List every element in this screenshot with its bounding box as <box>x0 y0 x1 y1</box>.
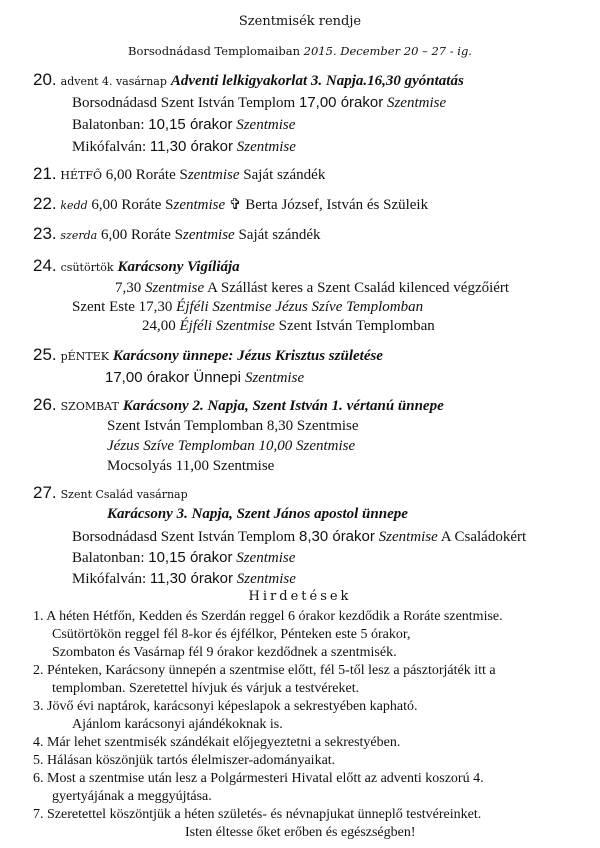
time: 7,30 <box>115 280 142 296</box>
announcement-line: Isten éltesse őket erőben és egészségben! <box>185 825 416 840</box>
location: Balatonban: <box>72 550 145 566</box>
time: Szent Este 17,30 <box>72 299 173 315</box>
mass: Éjféli Szentmise <box>179 318 275 334</box>
day-22 <box>33 194 428 214</box>
day-27-line-1 <box>72 528 526 546</box>
cross-icon: ✞ <box>228 197 242 213</box>
day-number: 25. <box>33 345 57 364</box>
announcement-line: 5. Hálásan köszönjük tartós élelmiszer-adományaikat. <box>33 753 336 768</box>
day-24-line-3 <box>142 318 435 335</box>
time: 10,15 órakor <box>148 549 233 566</box>
announcement-line: templomban. Szeretettel hívjuk és várjuk a testvéreket. <box>52 681 360 696</box>
day-26-header <box>33 395 444 415</box>
time: 6,00 Roráte S <box>91 197 174 213</box>
day-label: Szent Család vasárnap <box>60 488 188 501</box>
time: 24,00 <box>142 318 176 334</box>
day-number: 27. <box>33 483 57 502</box>
day-label: kedd <box>60 199 88 212</box>
day-20-line-3 <box>72 138 296 156</box>
day-label: pÉNTEK <box>60 350 109 363</box>
subtitle-date: 2015. December 20 – 27 - ig. <box>303 44 472 58</box>
announcement-line: Ajánlom karácsonyi ajándékoknak is. <box>72 717 283 732</box>
intention: Berta József, István és Szüleik <box>245 197 429 213</box>
mass: Szentmise <box>236 139 296 155</box>
day-number: 20. <box>33 70 57 89</box>
day-26-line-1: Szent István Templomban 8,30 Szentmise <box>107 418 359 434</box>
mass: Szentmise <box>236 571 296 587</box>
day-27-heading: Karácsony 3. Napja, Szent János apostol ünnepe <box>107 506 408 522</box>
time: 8,30 órakor <box>298 528 375 545</box>
day-23 <box>33 224 321 244</box>
page-subtitle <box>0 44 600 58</box>
day-heading: Karácsony ünnepe: Jézus Krisztus születése <box>112 348 383 364</box>
location: Mikófalván: <box>72 139 147 155</box>
time: 10,15 órakor <box>148 116 233 133</box>
day-24-header <box>33 256 240 276</box>
day-number: 24. <box>33 256 57 275</box>
intention: A Szállást keres a Szent Család kilenced végzőiért <box>207 280 510 296</box>
mass: zentmise <box>183 227 235 243</box>
intention: Saját szándék <box>238 227 321 243</box>
location: Borsodnádasd Szent István Templom <box>72 95 296 111</box>
mass: Szentmise <box>244 370 305 386</box>
mass: Szentmise <box>236 117 296 133</box>
day-24-line-1 <box>115 280 509 297</box>
day-label: szerda <box>60 229 98 242</box>
time: 17,00 órakor Ünnepi <box>105 369 241 386</box>
announcement-line: Csütörtökön reggel fél 8-kor és éjfélkor, Pénteken este 5 órakor, <box>52 627 411 642</box>
mass: zentmise <box>173 197 226 213</box>
mass: Szentmise <box>236 550 296 566</box>
page-title: Szentmisék rendje <box>238 14 362 29</box>
location: Balatonban: <box>72 117 145 133</box>
time: 11,30 órakor <box>149 570 234 587</box>
announcement-line: Szombaton és Vasárnap fél 9 órakor kezdődnek a szentmisék. <box>52 645 397 660</box>
time: 17,00 órakor <box>298 94 384 111</box>
day-label: SZOMBAT <box>60 400 119 413</box>
day-heading: Karácsony Vigíliája <box>117 259 240 275</box>
day-heading: Adventi lelkigyakorlat 3. Napja.16,30 gyóntatás <box>170 73 464 89</box>
day-label: HÉTFŐ <box>60 169 103 182</box>
day-number: 22. <box>33 194 57 213</box>
mass: Szentmise <box>145 280 205 296</box>
day-21 <box>33 164 325 184</box>
day-27-header <box>33 483 188 503</box>
day-27-line-2 <box>72 549 295 567</box>
day-20-header <box>33 70 464 90</box>
intention: A Családokért <box>440 529 527 545</box>
day-25-line-1 <box>105 369 304 387</box>
day-26-line-3: Mocsolyás 11,00 Szentmise <box>107 458 275 474</box>
day-20-line-1 <box>72 94 446 112</box>
announcement-line: 7. Szeretettel köszöntjük a héten születés- és névnapjukat ünneplő testvéreinket. <box>33 807 482 822</box>
mass: Éjféli Szentmise Jézus Szíve Templomban <box>176 299 424 315</box>
day-heading: Karácsony 2. Napja, Szent István 1. vértanú ünnepe <box>122 398 444 414</box>
intention: Saját szándék <box>243 167 326 183</box>
subtitle-location: Borsodnádasd Templomaiban <box>128 44 301 58</box>
day-26-line-2: Jézus Szíve Templomban 10,00 Szentmise <box>107 438 356 454</box>
day-number: 23. <box>33 224 57 243</box>
announcement-line: 3. Jövő évi naptárok, karácsonyi képeslapok a sekrestyében kapható. <box>33 699 418 714</box>
announcement-line: gyertyájának a meggyújtása. <box>52 789 212 804</box>
day-number: 21. <box>33 164 57 183</box>
announcement-line: 1. A héten Hétfőn, Kedden és Szerdán reggel 6 órakor kezdődik a Roráte szentmise. <box>33 609 503 624</box>
day-label: advent 4. vasárnap <box>60 75 167 88</box>
mass: zentmise <box>187 167 240 183</box>
time: 11,30 órakor <box>149 138 234 155</box>
day-20-line-2 <box>72 116 295 134</box>
announcements-title: Hirdetések <box>248 589 352 604</box>
mass: Szentmise <box>378 529 438 545</box>
announcement-line: 6. Most a szentmise után lesz a Polgármesteri Hivatal előtt az adventi koszorú 4. <box>33 771 484 786</box>
announcement-line: 2. Pénteken, Karácsony ünnepén a szentmise előtt, fél 5-től lesz a pásztorjáték itt a <box>33 663 496 678</box>
mass: Szentmise <box>386 95 447 111</box>
day-24-line-2 <box>72 299 423 316</box>
time: 6,00 Roráte S <box>100 227 184 243</box>
day-label: csütörtök <box>60 261 114 274</box>
location: Borsodnádasd Szent István Templom <box>72 529 296 545</box>
day-27-line-3 <box>72 570 296 588</box>
location: Szent István Templomban <box>278 318 435 334</box>
announcement-line: 4. Már lehet szentmisék szándékait előjegyeztetni a sekrestyében. <box>33 735 401 750</box>
day-25-header <box>33 345 383 365</box>
time: 6,00 Roráte S <box>105 167 188 183</box>
location: Mikófalván: <box>72 571 147 587</box>
day-number: 26. <box>33 395 57 414</box>
